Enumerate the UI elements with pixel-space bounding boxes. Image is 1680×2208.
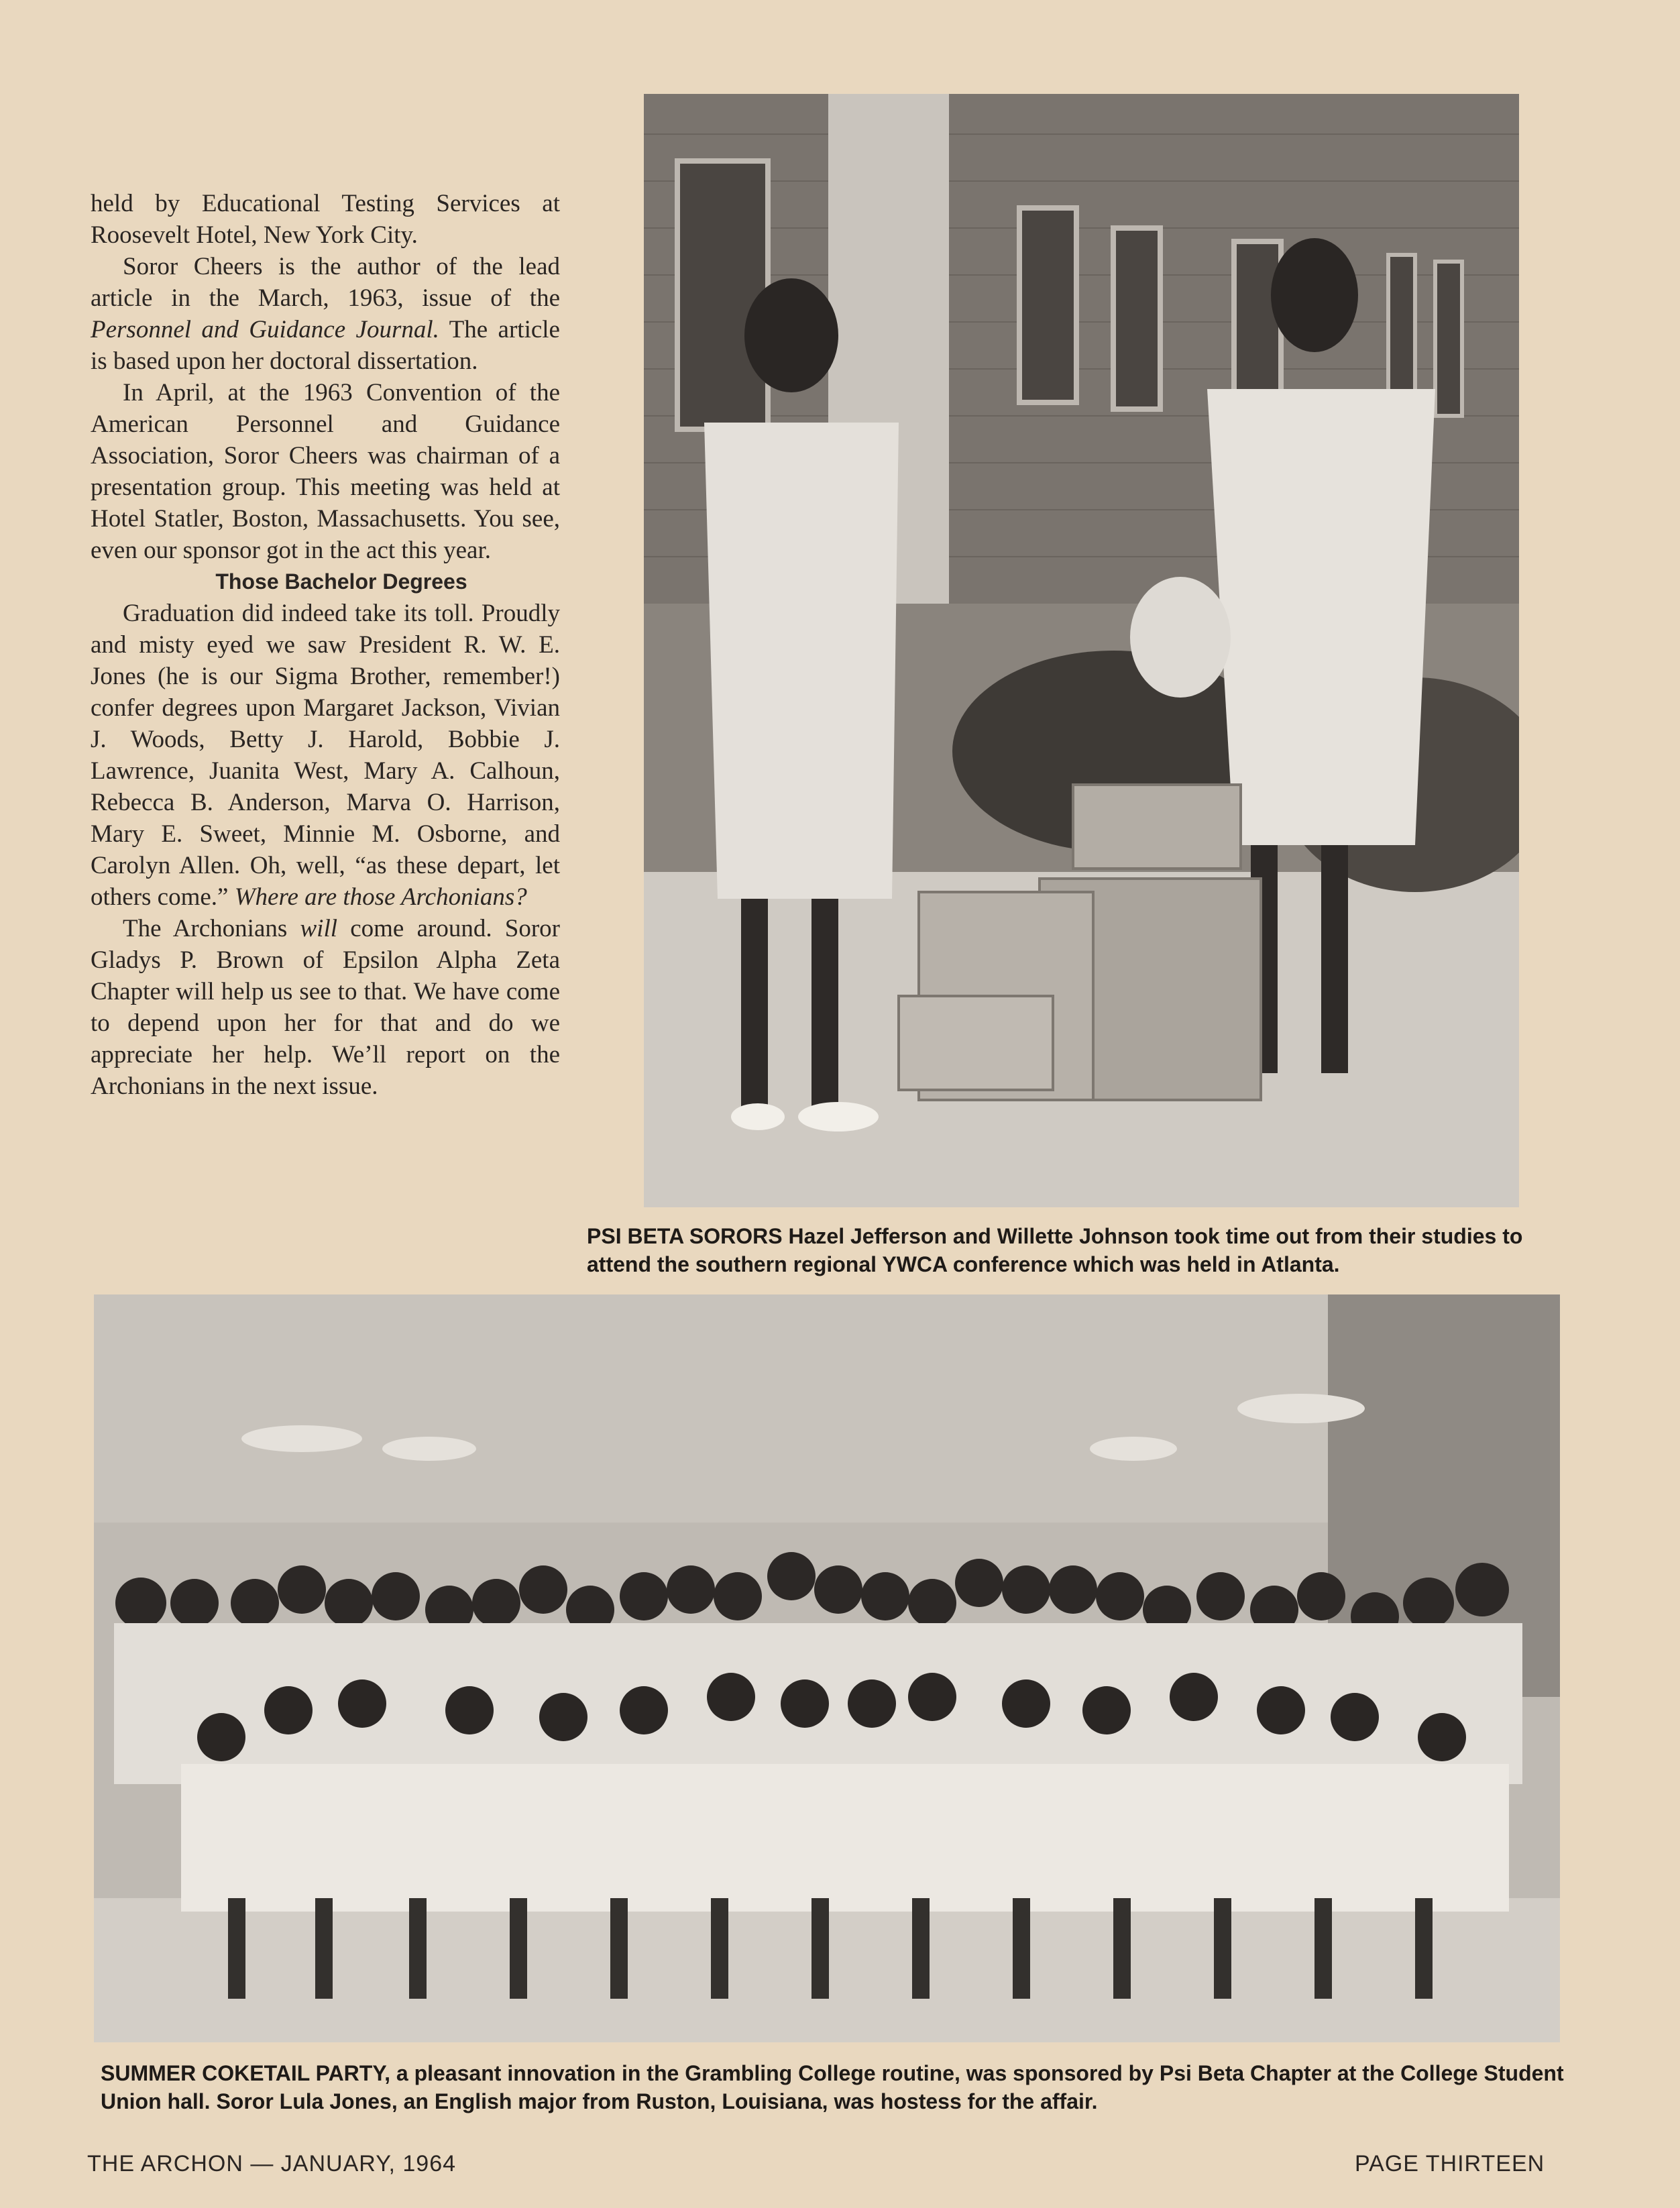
caption-lead: SUMMER COKETAIL PARTY,: [101, 2061, 391, 2085]
text-run: The article is based upon her doctoral dissertation.: [91, 316, 560, 375]
caption-text: a pleasant innovation in the Grambling College routine, was sponsored by Psi Beta Chapter at the College Student Union hall. Soror Lula Jones, an English major from Ruston, Louisiana, was hostess for the affair.: [101, 2061, 1564, 2113]
section-subhead: Those Bachelor Degrees: [215, 569, 467, 594]
text-run: come around. Soror Gladys P. Brown of Epsilon Alpha Zeta Chapter will help us see to that. We have come to depend upon her for that and do we appreciate her help. We’ll report on the Archonians in the next issue.: [91, 915, 561, 1100]
photo-group-party-drawing: [94, 1294, 1560, 2042]
article-paragraph-1: held by Educational Testing Services at Roosevelt Hotel, New York City.: [91, 190, 560, 249]
article-paragraph-4: [91, 598, 560, 913]
footer-publication: THE ARCHON — JANUARY, 1964: [87, 2151, 457, 2176]
text-run: Soror Cheers is the author of the lead article in the March, 1963, issue of the: [91, 253, 560, 312]
photo-group-party: [94, 1294, 1560, 2042]
article-paragraph-5: [91, 913, 560, 1102]
caption-lead: PSI BETA SORORS: [587, 1224, 783, 1248]
text-run-italic: will: [300, 915, 338, 942]
text-run: Graduation did indeed take its toll. Proudly and misty eyed we saw President R. W. E. Jones (he is our Sigma Brother, remember!) confer degrees upon Margaret Jackson, Vivian J. Woods, Betty J. Harold, Bobbie J. Lawrence, Juanita West, Mary A. Calhoun, Rebecca B. Anderson, Marva O. Harrison, Mary E. Sweet, Minnie M. Osborne, and Carolyn Allen. Oh, well, “as these depart, let others come.”: [91, 600, 560, 911]
photo-two-sorors-drawing: [644, 94, 1519, 1207]
article-paragraph-3: In April, at the 1963 Convention of the American Personnel and Guidance Association, Soror Cheers was chairman of a presentation group. This meeting was held at Hotel Statler, Boston, Massachusetts. You see, even our sponsor got in the act this year.: [91, 379, 560, 564]
caption-text: Hazel Jefferson and Willette Johnson took time out from their studies to attend the southern regional YWCA conference which was held in Atlanta.: [587, 1224, 1523, 1276]
journal-title: Personnel and Guidance Journal.: [91, 316, 439, 343]
text-run-italic: Where are those Archonians?: [234, 883, 527, 911]
footer-page-number: PAGE THIRTEEN: [1355, 2151, 1545, 2176]
caption-two-sorors: [587, 1222, 1563, 1278]
article-paragraph-2: [91, 251, 560, 377]
text-run: The Archonians: [123, 915, 300, 942]
article-column: [91, 188, 560, 1102]
photo-two-sorors: [644, 94, 1519, 1207]
caption-group-party: [101, 2059, 1569, 2115]
